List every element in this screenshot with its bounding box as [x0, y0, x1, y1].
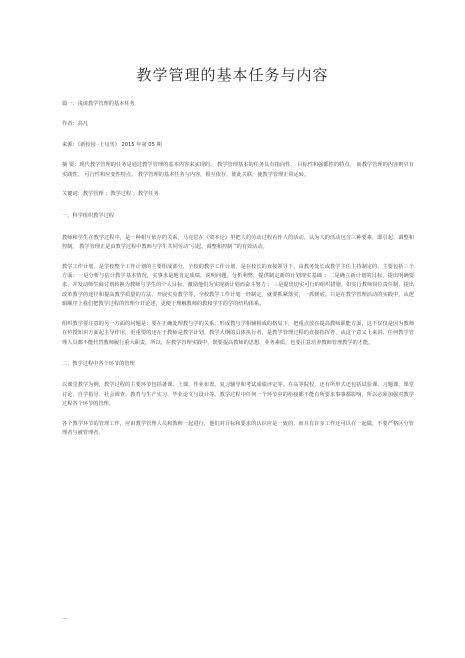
- body-paragraph: 各个教学环节的管理工作，应由教学管理人员和教师一起进行，他们对目标和要求的认识应是一致的，而且有许多工作还可以在一起做，不要严格区分管理者与被管理者。: [62, 420, 414, 436]
- body-paragraph: 以课堂教学为例，教学过程的主要环节包括备课、上课、作业布置、复习辅导和考试成绩评定等。在高等院校，还有所形式还包括试验课、习题课、课堂讨论、自学指导、社会调查、教育与生产实习、毕业论文与设计等。教学过程中任何一个环节中的衔接都不能有所要求事事都影响，所以必须加强对教学过程各个环节的管理。: [62, 382, 414, 408]
- page-footer-mark: ···: [62, 616, 68, 623]
- article-label: 篇一：浅谈教学管理的基本任务: [62, 101, 135, 107]
- author-line: 作者：高凡: [62, 121, 88, 128]
- section-heading-2: 二、教学过程中各个环节的管理: [62, 360, 135, 367]
- body-paragraph: 教学工作计划，是学校整个工作计划的主要组成部分，全校的教学工作计划，是在校长的直接领导下，由教务处长或教学主任主持制定的，主要包括三个方面：一是分析与估计教学基本情况，实事求是地肯定成绩，说明问题，分析利弊，提供制定新的计划现实基础 ；二是确立新计划的目标，提出明确要求，并发动师生商讨划转换为教师与学生的个人目标，激励他们为实现新计划而奋斗努力 ；三是提出切实可行的组织措施。如实行教师岗位责任制，提出改革教学的途径和提高教学质量的方法，开展实验教学等。全校教学工作计划一经制定，就要抓紧落实，一抓到底。只是在教学管理活动的实践中，从逻辑顺序上我们把教学过程的管理分开论述，更便于理解教师的教和学生的学的结构体系。: [62, 263, 414, 308]
- document-body: [62, 100, 414, 448]
- keywords-line: 关键词：教学管理 ；教学过程 ；教学任务: [62, 191, 159, 198]
- section-heading-1: 一、科学组织教学过程: [62, 213, 114, 220]
- source-line: 来源：《新校园 ·上旬刊》 2015 年第 05 期: [62, 141, 162, 148]
- body-paragraph: 教师和学生在教学过程中，是一种相互依存的关系，马克思在《资本论》里把人的劳动过程看作人的活动，认为人的活动包含三种要素，即引起、调整和控制。 教学管理正是由教学过程中教师与学生共同劳动“引起、调整和控制 ”的有效活动。: [62, 234, 414, 251]
- body-paragraph: 组织教学要注意的另一方面的问题是：要在正确处理教与学的关系，形成教与学相辅相成的格局下，把重点放在提高教师职能方面，这不仅仅是因为教师在传授知识方面起主导作用，更重要的还在于教师是教学计划、教学大纲的具体执行者，是教学管理过程的直接指挥者，从这个意义上来讲，任何教学管理人员都不能代替教师履行重大职责，所以，在教学管理实践中，既要提高教师的思想、业务素质，也要注意培养教师管理教学的才能。: [62, 320, 414, 346]
- abstract-paragraph: 摘 要：现代教学管理的任务是通过教学管理的基本内容来实现的。 教学管理基本的任务具有指向性、 目标性和强都性的特点。 而教学管理的内容则只有实践性、 可行性和应变性特点。 教学管理的基本任务与内容，相互依存，彼此关联，使教学管理正常运转。: [62, 162, 414, 178]
- document-title: 教学管理的基本任务与内容: [136, 66, 329, 84]
